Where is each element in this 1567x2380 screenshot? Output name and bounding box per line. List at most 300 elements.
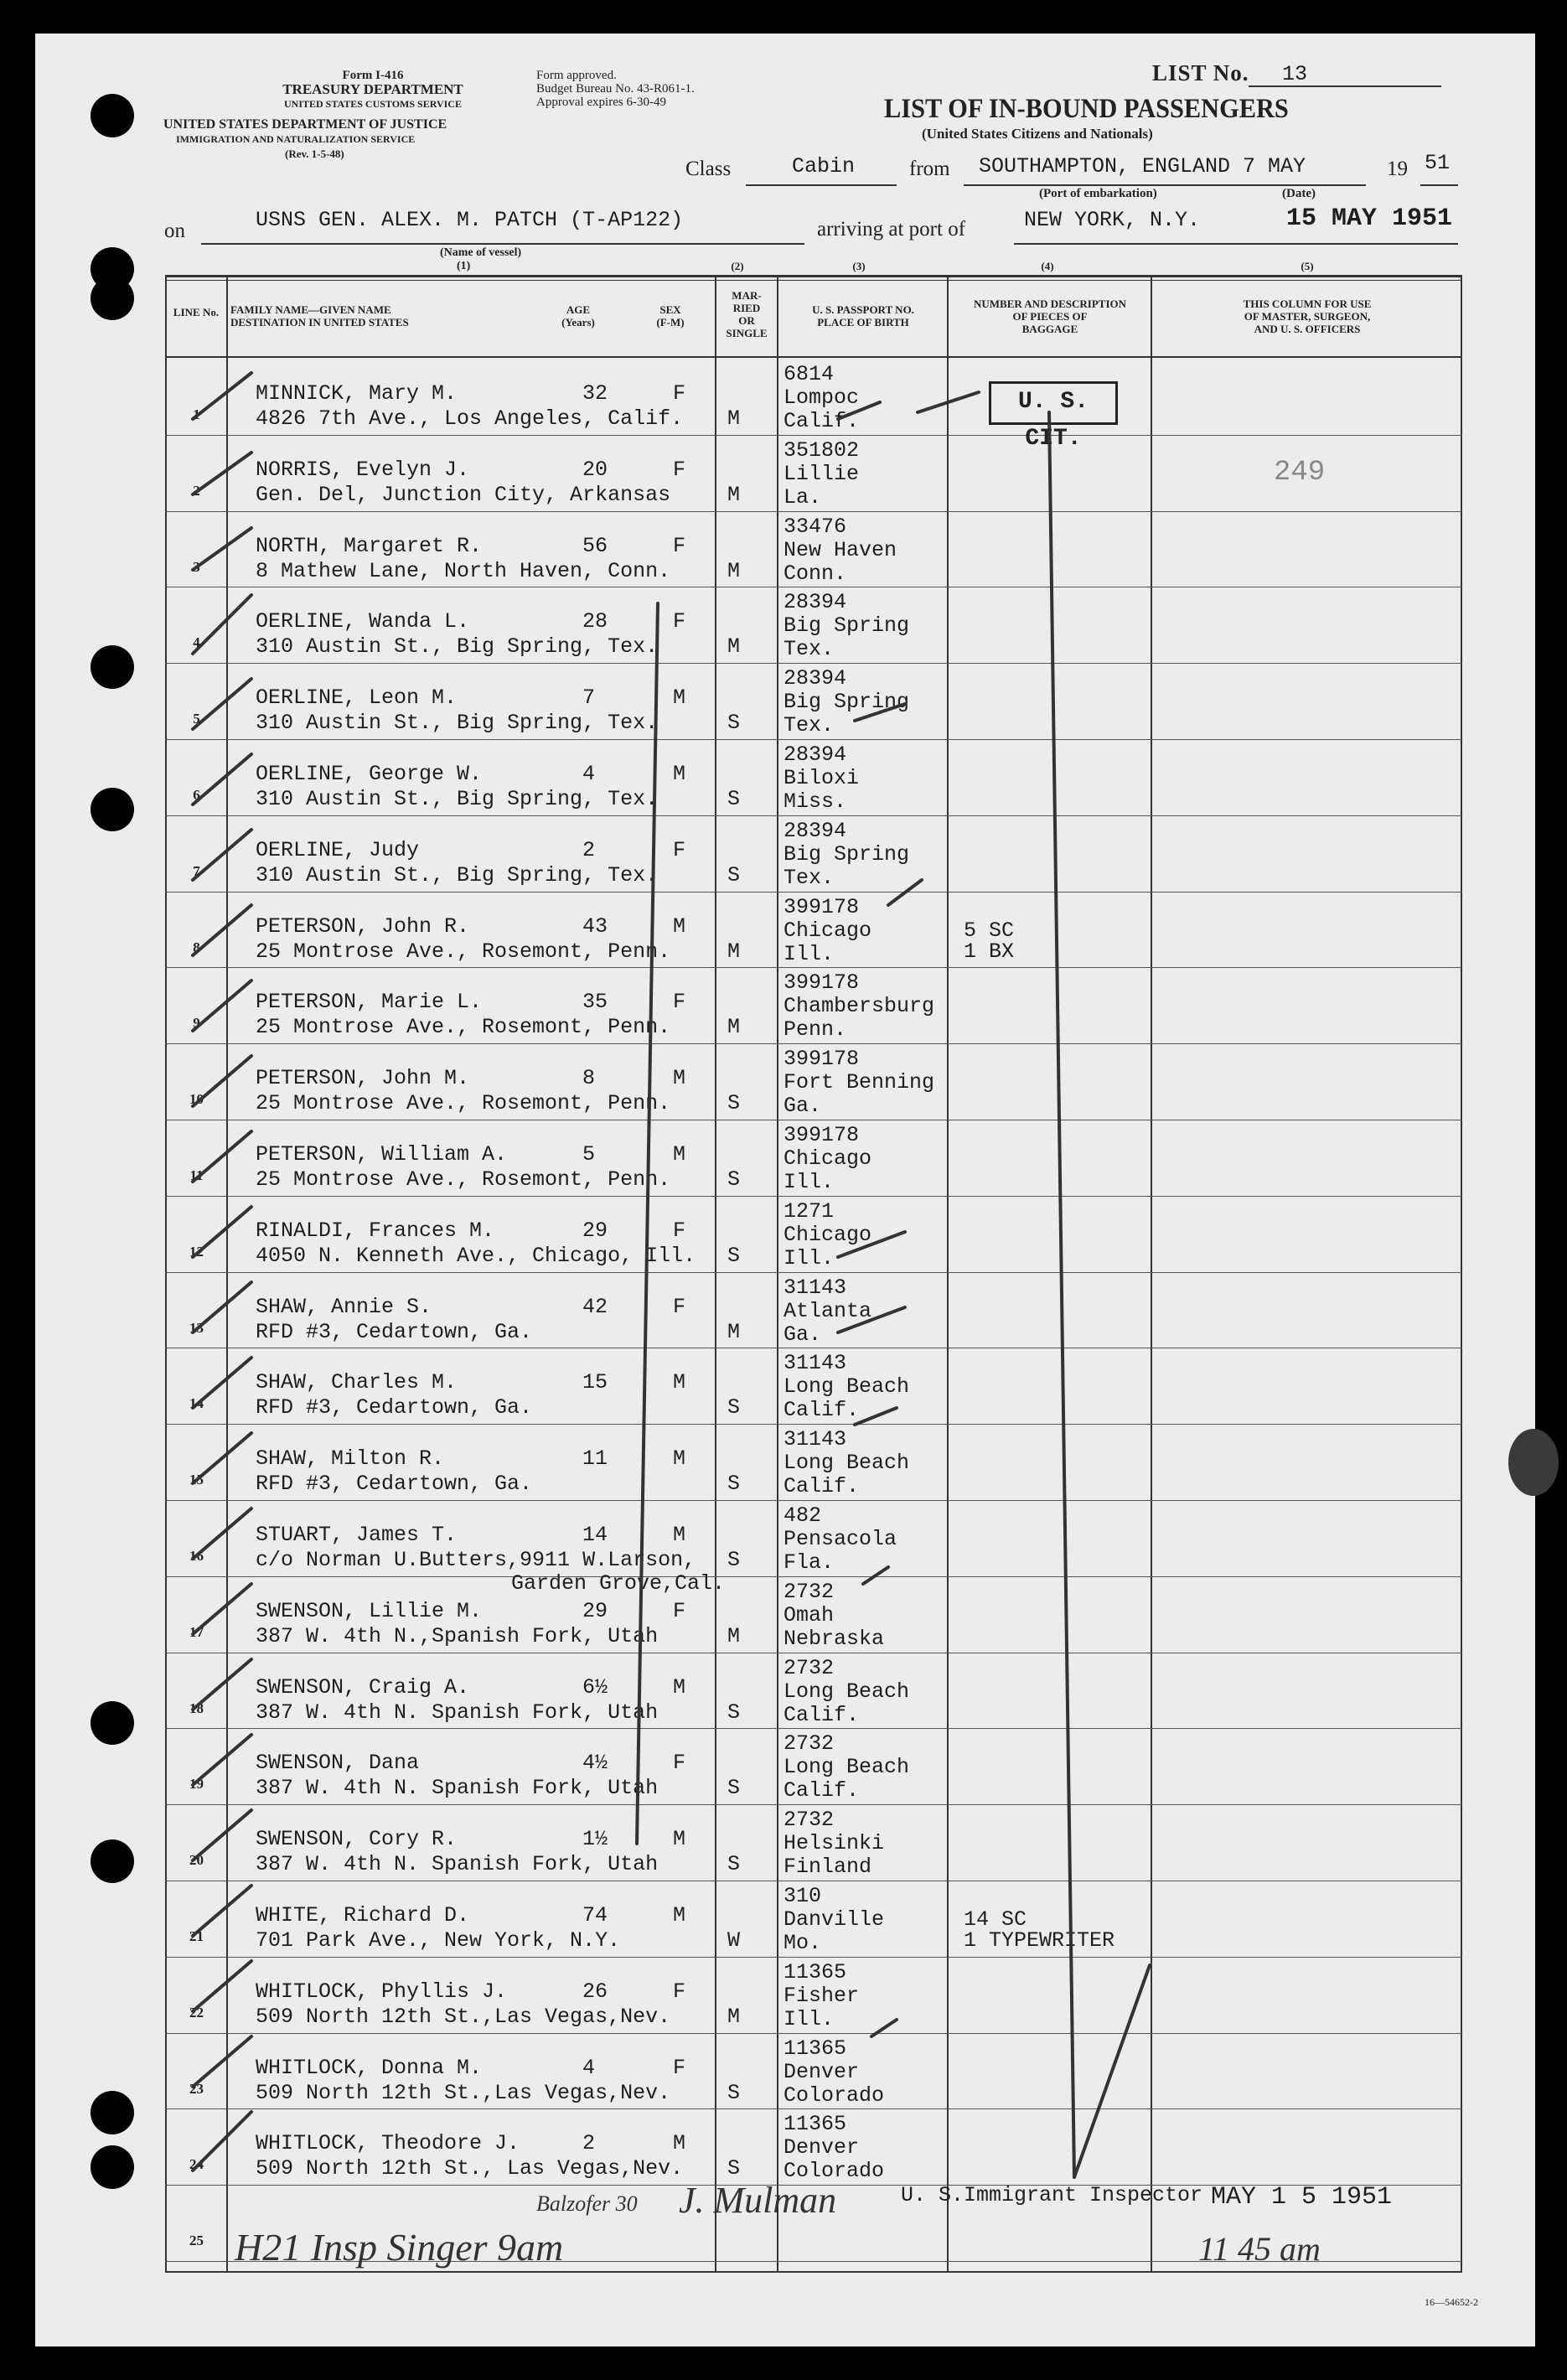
passenger-sex: F <box>673 533 686 558</box>
birth-place: Denver <box>784 2135 860 2160</box>
passport-number: 2732 <box>784 1579 835 1604</box>
line-number: 20 <box>189 1852 204 1869</box>
passport-number: 482 <box>784 1503 822 1528</box>
birth-state: Tex. <box>784 865 835 890</box>
birth-place: Biloxi <box>784 766 860 790</box>
passenger-sex: M <box>673 1827 686 1852</box>
handwritten-signature: J. Mulman <box>679 2180 837 2221</box>
stamp-number: 249 <box>1274 457 1326 489</box>
birth-state: Colorado <box>784 2082 885 2108</box>
punch-hole <box>91 1839 134 1883</box>
marital-status: M <box>727 2004 741 2029</box>
marital-status: S <box>727 1472 741 1497</box>
line-number: 5 <box>193 711 200 727</box>
passenger-age: 35 <box>582 990 608 1015</box>
marital-status: M <box>727 1015 741 1040</box>
passenger-sex: F <box>673 1979 686 2004</box>
passenger-sex: F <box>673 1751 686 1776</box>
birth-state: Tex. <box>784 713 835 738</box>
passenger-destination: 310 Austin St., Big Spring, Tex. <box>256 862 659 887</box>
punch-hole <box>91 2091 134 2134</box>
passenger-destination: RFD #3, Cedartown, Ga. <box>256 1472 533 1497</box>
passenger-age: 29 <box>582 1218 608 1243</box>
punch-hole <box>91 645 134 689</box>
line-number: 24 <box>189 2156 204 2173</box>
line-number: 1 <box>193 406 200 422</box>
immigrant-inspector: U. S.Immigrant Inspector <box>901 2183 1203 2207</box>
passenger-destination: 387 W. 4th N.,Spanish Fork, Utah <box>256 1623 659 1648</box>
passenger-age: 6½ <box>582 1674 608 1700</box>
passport-number: 31143 <box>784 1275 847 1300</box>
passenger-name: OERLINE, Leon M. <box>256 686 458 711</box>
baggage-line-1: 5 SC <box>964 918 1015 943</box>
line-number: 17 <box>189 1623 204 1640</box>
col-header-married: MAR- RIED OR SINGLE <box>726 289 768 339</box>
passenger-sex: M <box>673 1903 686 1927</box>
birth-place: Big Spring <box>784 841 910 867</box>
passenger-age: 5 <box>582 1142 596 1167</box>
birth-place: Chicago <box>784 1146 872 1171</box>
birth-state: Conn. <box>784 561 847 586</box>
birth-state: Ga. <box>784 1322 822 1347</box>
passport-number: 11365 <box>784 2112 847 2137</box>
col-header-passport: U. S. PASSPORT NO. PLACE OF BIRTH <box>812 303 914 329</box>
passenger-sex: F <box>673 837 686 862</box>
birth-state: Calif. <box>784 1474 860 1499</box>
marital-status: S <box>727 1776 741 1801</box>
arriving-label: arriving at port of <box>817 218 966 241</box>
passport-number: 2732 <box>784 1731 835 1757</box>
line-number: 22 <box>189 2004 204 2020</box>
birth-place: New Haven <box>784 537 897 562</box>
passenger-sex: F <box>673 1218 686 1243</box>
passenger-sex: M <box>673 1446 686 1472</box>
passenger-age: 7 <box>582 686 596 711</box>
birth-state: Miss. <box>784 789 847 814</box>
passenger-destination: 25 Montrose Ave., Rosemont, Penn. <box>256 1091 671 1116</box>
passport-number: 28394 <box>784 742 847 767</box>
row-rule <box>165 967 1462 968</box>
passenger-sex: F <box>673 1294 686 1319</box>
punch-hole <box>91 1701 134 1745</box>
marital-status: M <box>727 482 741 507</box>
line-number: 8 <box>193 939 200 955</box>
passenger-sex: M <box>673 1066 686 1091</box>
passenger-name: SWENSON, Dana <box>256 1751 420 1776</box>
birth-state: Tex. <box>784 637 835 662</box>
passenger-destination: 310 Austin St., Big Spring, Tex. <box>256 787 659 811</box>
row-rule <box>165 1043 1462 1044</box>
marital-status: M <box>727 1623 741 1648</box>
line-number: 14 <box>189 1395 204 1412</box>
line-number: 11 <box>189 1167 204 1183</box>
passenger-name: WHITLOCK, Donna M. <box>256 2055 483 2080</box>
passenger-sex: M <box>673 686 686 711</box>
passenger-destination: 25 Montrose Ave., Rosemont, Penn. <box>256 1167 671 1192</box>
marital-status: S <box>727 787 741 811</box>
birth-place: Chambersburg <box>784 994 935 1019</box>
passenger-age: 32 <box>582 381 608 406</box>
birth-place: Long Beach <box>784 1451 910 1476</box>
line-number: 6 <box>193 787 200 803</box>
col-num-4: (4) <box>1041 260 1054 272</box>
list-no-label: LIST No. <box>1152 60 1249 85</box>
birth-place: Lompoc <box>784 385 860 410</box>
table-top-border-inner <box>165 280 1462 281</box>
passenger-age: 2 <box>582 837 596 862</box>
birth-place: Chicago <box>784 1222 872 1247</box>
passport-number: 310 <box>784 1884 822 1908</box>
row-rule <box>165 511 1462 512</box>
handwritten-time: 11 45 am <box>1198 2230 1321 2268</box>
punch-hole <box>91 788 134 831</box>
passenger-age: 1½ <box>582 1827 608 1852</box>
birth-place: Pensacola <box>784 1527 897 1551</box>
passenger-sex: F <box>673 1598 686 1623</box>
passport-number: 11365 <box>784 1959 847 1984</box>
passenger-destination: 387 W. 4th N. Spanish Fork, Utah <box>256 1700 659 1725</box>
col-num-3: (3) <box>852 260 866 272</box>
marital-status: M <box>727 406 741 431</box>
birth-place: Helsinki <box>784 1831 885 1856</box>
passport-number: 28394 <box>784 590 847 615</box>
baggage-line-2: 1 TYPEWRITER <box>964 1928 1115 1953</box>
birth-state: La. <box>784 484 822 510</box>
on-label: on <box>164 220 185 242</box>
birth-place: Long Beach <box>784 1374 910 1400</box>
birth-place: Fisher <box>784 1983 860 2008</box>
passenger-sex: M <box>673 1674 686 1700</box>
passenger-destination: 25 Montrose Ave., Rosemont, Penn. <box>256 939 671 964</box>
passenger-name: WHITLOCK, Phyllis J. <box>256 1979 508 2004</box>
class-label: Class <box>685 158 732 180</box>
line-number: 13 <box>189 1319 204 1336</box>
marital-status: M <box>727 939 741 964</box>
birth-place: Chicago <box>784 918 872 943</box>
passport-number: 2732 <box>784 1808 835 1833</box>
birth-state: Calif. <box>784 1778 860 1803</box>
marital-status: W <box>727 1928 741 1953</box>
marital-status: M <box>727 558 741 583</box>
line-number: 16 <box>189 1548 204 1564</box>
birth-state: Nebraska <box>784 1626 885 1651</box>
passenger-name: SWENSON, Cory R. <box>256 1827 458 1852</box>
customs-service: UNITED STATES CUSTOMS SERVICE <box>284 98 462 110</box>
passenger-destination: Gen. Del, Junction City, Arkansas <box>256 482 671 507</box>
passenger-name: SHAW, Charles M. <box>256 1370 458 1395</box>
table-top-border <box>165 275 1462 277</box>
row-rule <box>165 1196 1462 1197</box>
vessel-name: USNS GEN. ALEX. M. PATCH (T-AP122) <box>256 208 684 232</box>
col-header-name: FAMILY NAME—GIVEN NAME DESTINATION IN UNITED STATES <box>230 303 409 329</box>
marital-status: S <box>727 1167 741 1192</box>
date-caption: (Date) <box>1282 187 1316 200</box>
passenger-destination: RFD #3, Cedartown, Ga. <box>256 1395 533 1420</box>
treasury-dept: TREASURY DEPARTMENT <box>282 81 463 97</box>
justice-dept: UNITED STATES DEPARTMENT OF JUSTICE <box>163 117 447 132</box>
birth-state: Ill. <box>784 1245 835 1270</box>
marital-status: S <box>727 1548 741 1572</box>
passenger-age: 42 <box>582 1294 608 1319</box>
passenger-sex: F <box>673 2055 686 2080</box>
baggage-line-1: 14 SC <box>964 1907 1027 1932</box>
passenger-name: NORTH, Margaret R. <box>256 533 483 558</box>
passport-number: 28394 <box>784 818 847 843</box>
birth-place: Denver <box>784 2059 860 2084</box>
marital-status: S <box>727 1852 741 1877</box>
passenger-age: 4½ <box>582 1751 608 1776</box>
passenger-name: OERLINE, Wanda L. <box>256 609 470 634</box>
passenger-age: 4 <box>582 2055 596 2080</box>
passenger-sex: M <box>673 1523 686 1547</box>
birth-place: Lillie <box>784 461 860 486</box>
passenger-name: STUART, James T. <box>256 1523 458 1547</box>
col-divider <box>777 277 778 2271</box>
passenger-age: 74 <box>582 1903 608 1927</box>
port-of-embarkation: SOUTHAMPTON, ENGLAND 7 MAY <box>979 154 1306 178</box>
row-rule <box>165 1500 1462 1501</box>
row-rule <box>165 739 1462 740</box>
passenger-destination: 509 North 12th St.,Las Vegas,Nev. <box>256 2004 671 2029</box>
passenger-destination: 509 North 12th St., Las Vegas,Nev. <box>256 2156 684 2181</box>
passport-number: 399178 <box>784 1047 860 1072</box>
birth-place: Atlanta <box>784 1298 872 1323</box>
passenger-sex: F <box>673 457 686 482</box>
passenger-sex: M <box>673 913 686 939</box>
row-rule <box>165 1272 1462 1273</box>
passenger-name: PETERSON, John M. <box>256 1066 470 1091</box>
passenger-destination: 8 Mathew Lane, North Haven, Conn. <box>256 558 671 583</box>
col-divider <box>226 277 228 2271</box>
col-header-sex: SEX (F-M) <box>656 303 685 329</box>
approval-expires: Approval expires 6-30-49 <box>536 96 666 109</box>
birth-state: Finland <box>784 1855 872 1880</box>
marital-status: S <box>727 711 741 736</box>
handwritten-inspector-note: H21 Insp Singer 9am <box>235 2226 564 2269</box>
birth-place: Big Spring <box>784 690 910 715</box>
col-header-age: AGE (Years) <box>561 303 595 329</box>
row-rule <box>165 1804 1462 1805</box>
birth-state: Ill. <box>784 1170 835 1194</box>
passenger-destination: 701 Park Ave., New York, N.Y. <box>256 1928 621 1953</box>
year-prefix: 19 <box>1387 158 1408 180</box>
passenger-sex: F <box>673 990 686 1015</box>
passenger-name: PETERSON, Marie L. <box>256 990 483 1015</box>
marital-status: S <box>727 2156 741 2181</box>
line-number: 21 <box>189 1928 204 1944</box>
col-divider <box>165 277 167 2271</box>
passenger-destination: 387 W. 4th N. Spanish Fork, Utah <box>256 1776 659 1801</box>
line-number: 2 <box>193 482 200 499</box>
budget-bureau: Budget Bureau No. 43-R061-1. <box>536 82 695 96</box>
punch-hole <box>91 277 134 320</box>
row-rule <box>165 1957 1462 1958</box>
passenger-age: 4 <box>582 762 596 786</box>
row-rule <box>165 815 1462 816</box>
row-rule <box>165 1576 1462 1577</box>
line-number: 10 <box>189 1091 204 1108</box>
marital-status: S <box>727 1395 741 1420</box>
from-label: from <box>909 158 950 180</box>
marital-status: M <box>727 1319 741 1344</box>
passenger-destination: c/o Norman U.Butters,9911 W.Larson, <box>256 1548 696 1572</box>
passport-number: 31143 <box>784 1427 847 1452</box>
marital-status: S <box>727 1700 741 1725</box>
col-header-line-no: LINE No. <box>173 306 220 318</box>
col-num-5: (5) <box>1301 260 1314 272</box>
passenger-destination: 310 Austin St., Big Spring, Tex. <box>256 711 659 736</box>
col-divider <box>1151 277 1152 2271</box>
passenger-age: 14 <box>582 1523 608 1547</box>
line-number: 19 <box>189 1776 204 1793</box>
birth-place: Omah <box>784 1602 835 1627</box>
list-no-value: 13 <box>1282 62 1308 86</box>
passenger-sex: M <box>673 1142 686 1167</box>
class-value: Cabin <box>792 154 856 178</box>
col-divider <box>715 277 716 2271</box>
passenger-sex: M <box>673 762 686 786</box>
line-number: 7 <box>193 862 200 879</box>
birth-place: Danville <box>784 1907 885 1932</box>
passenger-age: 29 <box>582 1598 608 1623</box>
page-title: LIST OF IN-BOUND PASSENGERS <box>884 94 1289 124</box>
passenger-age: 28 <box>582 609 608 634</box>
birth-place: Long Beach <box>784 1755 910 1780</box>
passport-number: 11365 <box>784 2036 847 2061</box>
paper-blemish <box>1508 1429 1559 1496</box>
passenger-age: 26 <box>582 1979 608 2004</box>
page-subtitle: (United States Citizens and Nationals) <box>922 126 1153 142</box>
col-divider <box>1461 277 1462 2271</box>
passenger-name: SWENSON, Lillie M. <box>256 1598 483 1623</box>
col-header-officers: THIS COLUMN FOR USE OF MASTER, SURGEON, AND U. S. OFFICERS <box>1243 298 1372 335</box>
handwritten-above-signature: Balzofer 30 <box>536 2191 638 2216</box>
passport-number: 351802 <box>784 437 860 463</box>
birth-state: Fla. <box>784 1550 835 1575</box>
arrival-port: NEW YORK, N.Y. <box>1024 208 1201 232</box>
marital-status: M <box>727 634 741 660</box>
birth-place: Big Spring <box>784 613 910 639</box>
birth-state: Mo. <box>784 1931 822 1955</box>
passenger-name: PETERSON, William A. <box>256 1142 508 1167</box>
birth-state: Ga. <box>784 1094 822 1119</box>
line-number: 12 <box>189 1243 204 1260</box>
line-number: 4 <box>193 634 200 651</box>
passenger-destination: 4050 N. Kenneth Ave., Chicago, Ill. <box>256 1243 696 1268</box>
marital-status: S <box>727 2080 741 2105</box>
marital-status: S <box>727 1091 741 1116</box>
passenger-destination: 310 Austin St., Big Spring, Tex. <box>256 634 659 660</box>
passenger-age: 11 <box>582 1446 608 1472</box>
passenger-name: PETERSON, John R. <box>256 913 470 939</box>
passenger-name: WHITE, Richard D. <box>256 1903 470 1927</box>
passenger-destination: 387 W. 4th N. Spanish Fork, Utah <box>256 1852 659 1877</box>
birth-state: Ill. <box>784 2006 835 2031</box>
passenger-sex: F <box>673 381 686 406</box>
footer-form-code: 16—54652-2 <box>1425 2296 1478 2308</box>
row-rule <box>165 663 1462 664</box>
ins-service: IMMIGRATION AND NATURALIZATION SERVICE <box>176 133 416 145</box>
col-divider <box>947 277 949 2271</box>
birth-state: Calif. <box>784 1702 860 1727</box>
passenger-age: 8 <box>582 1066 596 1091</box>
passenger-age: 20 <box>582 457 608 482</box>
birth-state: Ill. <box>784 941 835 966</box>
marital-status: S <box>727 1243 741 1268</box>
passport-number: 28394 <box>784 666 847 691</box>
line-number: 18 <box>189 1700 204 1716</box>
col-header-baggage: NUMBER AND DESCRIPTION OF PIECES OF BAGGAGE <box>973 298 1127 335</box>
line-number: 9 <box>193 1015 200 1032</box>
line-number: 3 <box>193 558 200 575</box>
passenger-sex: F <box>673 609 686 634</box>
port-embark-caption: (Port of embarkation) <box>1039 187 1157 200</box>
passenger-sex: M <box>673 2131 686 2156</box>
passenger-age: 2 <box>582 2131 596 2156</box>
form-revision: (Rev. 1-5-48) <box>285 147 344 160</box>
passenger-name: SHAW, Annie S. <box>256 1294 432 1319</box>
passenger-age: 43 <box>582 913 608 939</box>
passport-number: 1271 <box>784 1198 835 1224</box>
birth-state: Calif. <box>784 409 860 433</box>
passenger-name: OERLINE, Judy <box>256 837 420 862</box>
baggage-line-2: 1 BX <box>964 939 1015 964</box>
punch-hole <box>91 2145 134 2189</box>
passenger-name: WHITLOCK, Theodore J. <box>256 2131 520 2156</box>
passenger-name: OERLINE, George W. <box>256 762 483 786</box>
passenger-destination: RFD #3, Cedartown, Ga. <box>256 1319 533 1344</box>
row-rule <box>165 1424 1462 1425</box>
passport-number: 2732 <box>784 1655 835 1680</box>
passenger-sex: M <box>673 1370 686 1395</box>
arrival-date-stamp: 15 MAY 1951 <box>1286 204 1453 233</box>
form-number: Form I-416 <box>342 69 404 82</box>
passport-number: 399178 <box>784 1123 860 1147</box>
passport-number: 6814 <box>784 362 835 386</box>
passenger-destination: 509 North 12th St.,Las Vegas,Nev. <box>256 2080 671 2105</box>
birth-state: Calif. <box>784 1398 860 1423</box>
passport-number: 33476 <box>784 514 847 539</box>
birth-state: Colorado <box>784 2159 885 2184</box>
row16-continuation: Garden Grove,Cal. <box>511 1571 726 1596</box>
col-num-2: (2) <box>731 260 744 272</box>
passenger-destination: 4826 7th Ave., Los Angeles, Calif. <box>256 406 684 431</box>
birth-place: Fort Benning <box>784 1070 935 1095</box>
table-header-divider <box>165 356 1462 358</box>
line-number: 15 <box>189 1472 204 1488</box>
row-rule <box>165 1728 1462 1729</box>
passenger-age: 56 <box>582 533 608 558</box>
birth-place: Long Beach <box>784 1679 910 1704</box>
row-rule <box>165 2108 1462 2109</box>
row-rule <box>165 2033 1462 2034</box>
vessel-col-num: (1) <box>457 260 471 272</box>
inspection-date: MAY 1 5 1951 <box>1211 2183 1393 2212</box>
line-number: 25 <box>189 2233 204 2249</box>
form-approved: Form approved. <box>536 69 617 82</box>
year-suffix: 51 <box>1425 151 1451 175</box>
passenger-name: SWENSON, Craig A. <box>256 1674 470 1700</box>
passenger-destination: 25 Montrose Ave., Rosemont, Penn. <box>256 1015 671 1040</box>
passenger-name: SHAW, Milton R. <box>256 1446 445 1472</box>
us-citizen-stamp: U. S. CIT. <box>989 381 1118 425</box>
passport-number: 31143 <box>784 1351 847 1376</box>
row-rule <box>165 435 1462 436</box>
passport-number: 399178 <box>784 970 860 996</box>
passenger-name: NORRIS, Evelyn J. <box>256 457 470 482</box>
vessel-caption: (Name of vessel) <box>440 246 522 259</box>
passenger-name: MINNICK, Mary M. <box>256 381 458 406</box>
